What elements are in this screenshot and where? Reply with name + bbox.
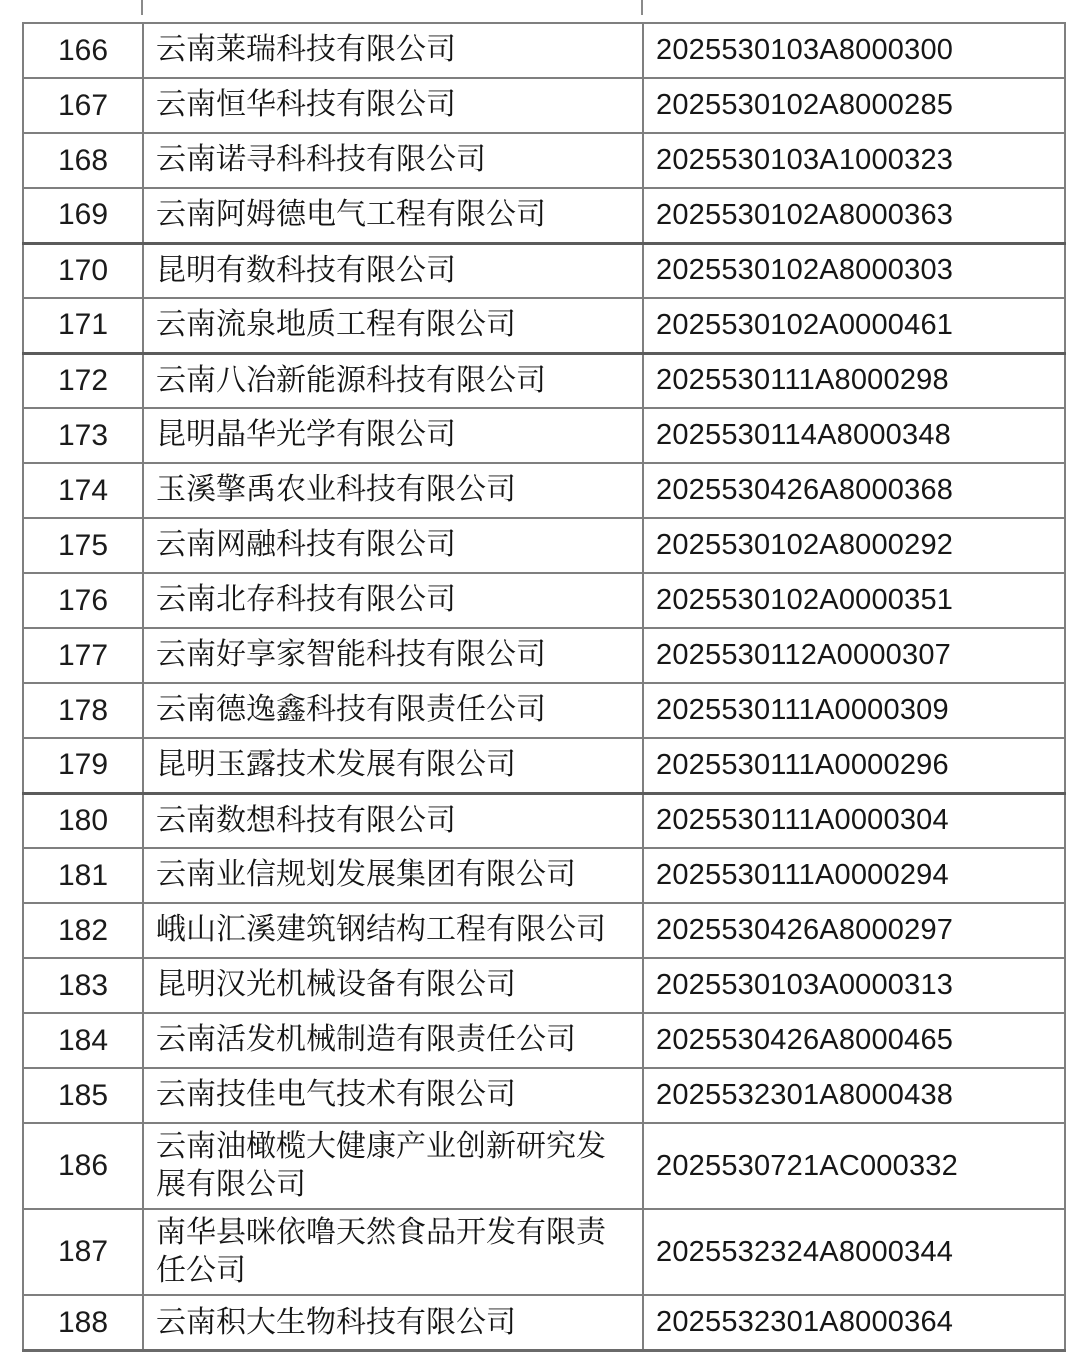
row-index: 184 (23, 1013, 143, 1068)
row-index: 179 (23, 738, 143, 793)
row-index: 166 (23, 23, 143, 78)
table-row (23, 78, 1065, 133)
company-name: 昆明晶华光学有限公司 (143, 408, 643, 463)
row-index: 171 (23, 298, 143, 353)
company-name: 昆明有数科技有限公司 (143, 243, 643, 298)
table-row (23, 738, 1065, 793)
company-name: 峨山汇溪建筑钢结构工程有限公司 (143, 903, 643, 958)
row-index: 180 (23, 793, 143, 848)
table-row (23, 793, 1065, 848)
company-name: 南华县咪依噜天然食品开发有限责任公司 (143, 1209, 643, 1295)
record-code: 2025530103A0000313 (643, 958, 1065, 1013)
record-code: 2025530102A0000461 (643, 298, 1065, 353)
row-index: 186 (23, 1123, 143, 1209)
row-index: 168 (23, 133, 143, 188)
table-gridline-stub-top-right (641, 0, 643, 15)
table-row (23, 188, 1065, 243)
record-code: 2025532301A8000364 (643, 1295, 1065, 1350)
row-index: 172 (23, 353, 143, 408)
company-name: 云南技佳电气技术有限公司 (143, 1068, 643, 1123)
company-name: 云南德逸鑫科技有限责任公司 (143, 683, 643, 738)
table-row (23, 1123, 1065, 1209)
table-row (23, 683, 1065, 738)
record-code: 2025530111A0000296 (643, 738, 1065, 793)
table-row (23, 958, 1065, 1013)
record-code: 2025530426A8000297 (643, 903, 1065, 958)
table-row (23, 848, 1065, 903)
company-name: 云南北存科技有限公司 (143, 573, 643, 628)
row-index: 169 (23, 188, 143, 243)
company-name: 云南阿姆德电气工程有限公司 (143, 188, 643, 243)
row-index: 182 (23, 903, 143, 958)
table-row (23, 133, 1065, 188)
company-name: 云南恒华科技有限公司 (143, 78, 643, 133)
record-code: 2025530721AC000332 (643, 1123, 1065, 1209)
record-code: 2025532301A8000438 (643, 1068, 1065, 1123)
row-index: 188 (23, 1295, 143, 1350)
table-gridline-stub-top-left (141, 0, 143, 15)
company-name: 云南流泉地质工程有限公司 (143, 298, 643, 353)
table-row (23, 1209, 1065, 1295)
row-index: 183 (23, 958, 143, 1013)
table-row (23, 463, 1065, 518)
record-code: 2025530103A8000300 (643, 23, 1065, 78)
company-table (22, 22, 1066, 1352)
table-row (23, 628, 1065, 683)
company-name: 云南网融科技有限公司 (143, 518, 643, 573)
table-row (23, 353, 1065, 408)
company-name: 云南业信规划发展集团有限公司 (143, 848, 643, 903)
company-name: 云南数想科技有限公司 (143, 793, 643, 848)
record-code: 2025532324A8000344 (643, 1209, 1065, 1295)
row-index: 174 (23, 463, 143, 518)
record-code: 2025530426A8000368 (643, 463, 1065, 518)
table-row (23, 1068, 1065, 1123)
company-name: 云南好享家智能科技有限公司 (143, 628, 643, 683)
record-code: 2025530111A8000298 (643, 353, 1065, 408)
record-code: 2025530102A0000351 (643, 573, 1065, 628)
table-row (23, 298, 1065, 353)
row-index: 177 (23, 628, 143, 683)
row-index: 167 (23, 78, 143, 133)
company-name: 云南活发机械制造有限责任公司 (143, 1013, 643, 1068)
record-code: 2025530102A8000285 (643, 78, 1065, 133)
company-name: 云南积大生物科技有限公司 (143, 1295, 643, 1350)
row-index: 170 (23, 243, 143, 298)
record-code: 2025530114A8000348 (643, 408, 1065, 463)
record-code: 2025530426A8000465 (643, 1013, 1065, 1068)
company-name: 云南诺寻科科技有限公司 (143, 133, 643, 188)
row-index: 175 (23, 518, 143, 573)
row-index: 185 (23, 1068, 143, 1123)
table-row (23, 408, 1065, 463)
company-table-body (23, 23, 1065, 1350)
company-name: 云南莱瑞科技有限公司 (143, 23, 643, 78)
table-row (23, 1013, 1065, 1068)
table-row (23, 903, 1065, 958)
record-code: 2025530111A0000294 (643, 848, 1065, 903)
record-code: 2025530112A0000307 (643, 628, 1065, 683)
table-row (23, 1295, 1065, 1350)
row-index: 176 (23, 573, 143, 628)
company-name: 云南八冶新能源科技有限公司 (143, 353, 643, 408)
table-row (23, 23, 1065, 78)
record-code: 2025530102A8000292 (643, 518, 1065, 573)
row-index: 178 (23, 683, 143, 738)
company-name: 云南油橄榄大健康产业创新研究发展有限公司 (143, 1123, 643, 1209)
record-code: 2025530111A0000304 (643, 793, 1065, 848)
row-index: 181 (23, 848, 143, 903)
table-row (23, 243, 1065, 298)
record-code: 2025530103A1000323 (643, 133, 1065, 188)
row-index: 187 (23, 1209, 143, 1295)
company-name: 昆明玉露技术发展有限公司 (143, 738, 643, 793)
record-code: 2025530102A8000363 (643, 188, 1065, 243)
company-name: 昆明汉光机械设备有限公司 (143, 958, 643, 1013)
table-row (23, 573, 1065, 628)
company-name: 玉溪擎禹农业科技有限公司 (143, 463, 643, 518)
record-code: 2025530102A8000303 (643, 243, 1065, 298)
table-row (23, 518, 1065, 573)
record-code: 2025530111A0000309 (643, 683, 1065, 738)
row-index: 173 (23, 408, 143, 463)
